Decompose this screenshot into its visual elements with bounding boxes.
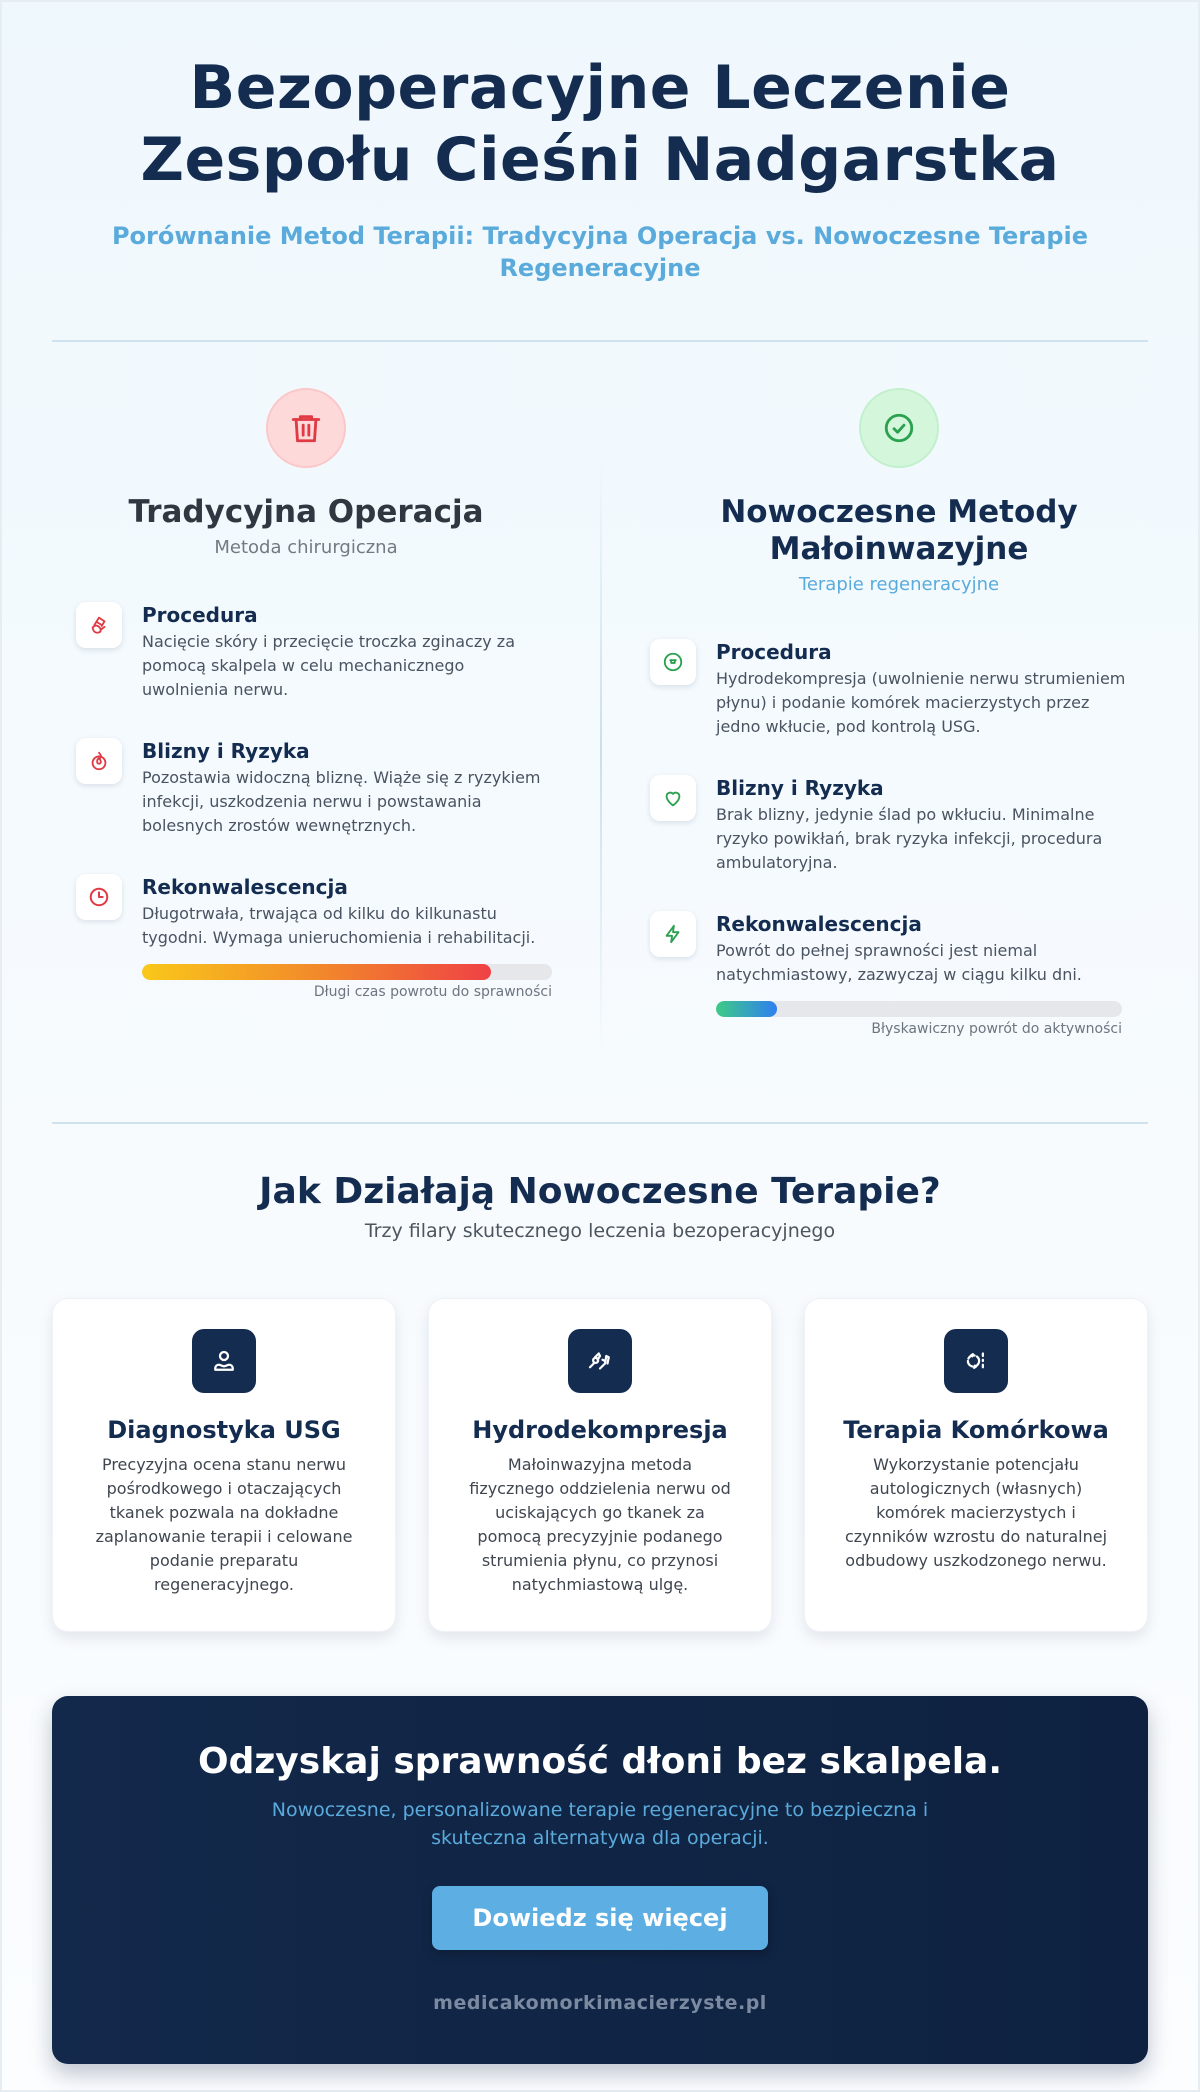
- traditional-subtitle: Metoda chirurgiczna: [214, 537, 398, 558]
- item-text: Długotrwała, trwająca od kilku do kilkunastu tygodni. Wymaga unieruchomienia i rehabilitacji.: [142, 904, 536, 947]
- card-title: Diagnostyka USG: [107, 1416, 341, 1444]
- item-title: Blizny i Ryzyka: [142, 739, 310, 763]
- card-hydrodekompresja: [428, 1298, 772, 1632]
- traditional-title: Tradycyjna Operacja: [128, 494, 484, 530]
- progress-caption: Błyskawiczny powrót do aktywności: [871, 1021, 1122, 1037]
- item-title: Procedura: [142, 603, 258, 627]
- item-text: Pozostawia widoczną bliznę. Wiąże się z ryzykiem infekcji, uszkodzenia nerwu i powstawania bolesnych zrostów wewnętrznych.: [142, 768, 541, 835]
- modern-title-line1: Nowoczesne Metody: [720, 494, 1078, 530]
- website-url[interactable]: medicakomorkimacierzyste.pl: [433, 1992, 767, 2014]
- scalpel-hand-icon: [76, 602, 122, 648]
- progress-caption: Długi czas powrotu do sprawności: [313, 984, 552, 1000]
- cta-title: Odzyskaj sprawność dłoni bez skalpela.: [197, 1741, 1003, 1782]
- modern-title: [650, 494, 1148, 568]
- cta-subtitle: Nowoczesne, personalizowane terapie regeneracyjne to bezpieczna i skuteczna alternatywa dla operacji.: [271, 1799, 929, 1849]
- item-text: Nacięcie skóry i przecięcie troczka zginaczy za pomocą skalpela w celu mechanicznego uwolnienia nerwu.: [142, 632, 516, 699]
- syringe-icon: [650, 639, 696, 685]
- item-text: Brak blizny, jedynie ślad po wkłuciu. Minimalne ryzyko powikłań, brak ryzyka infekcji, procedura ambulatoryjna.: [716, 805, 1103, 872]
- cell-regeneration-icon: [944, 1329, 1008, 1393]
- card-text: Wykorzystanie potencjału autologicznych (własnych) komórek macierzystych i czynników wzrostu do naturalnej odbudowy uszkodzonego nerwu.: [844, 1455, 1108, 1570]
- flame-icon: [76, 738, 122, 784]
- list-item: [52, 602, 560, 702]
- modern-column: [600, 388, 1148, 1122]
- ultrasound-person-icon: [192, 1329, 256, 1393]
- card-text: Małoinwazyjna metoda fizycznego oddzielenia nerwu od uciskających go tkanek za pomocą precyzyjnie podanego strumienia płynu, co przynosi natychmiastową ulgę.: [469, 1455, 731, 1594]
- card-diagnostyka-usg: [52, 1298, 396, 1632]
- modern-subtitle: Terapie regeneracyjne: [798, 574, 1000, 595]
- page-title-line1: Bezoperacyjne Leczenie: [189, 53, 1011, 123]
- bolt-icon: [650, 911, 696, 957]
- check-circle-icon: [859, 388, 939, 468]
- card-text: Precyzyjna ocena stanu nerwu pośrodkowego i otaczających tkanek pozwala na dokładne zaplanowanie terapii i celowane podanie preparatu regeneracyjnego.: [95, 1455, 353, 1594]
- card-terapia-komorkowa: [804, 1298, 1148, 1632]
- card-title: Terapia Komórkowa: [843, 1416, 1109, 1444]
- item-title: Rekonwalescencja: [142, 875, 348, 899]
- learn-more-button[interactable]: Dowiedz się więcej: [432, 1886, 768, 1950]
- call-to-action: [52, 1696, 1148, 2064]
- hand-fluid-icon: [568, 1329, 632, 1393]
- modern-title-line2: Małoinwazyjne: [769, 531, 1029, 567]
- page-subtitle: Porównanie Metod Terapii: Tradycyjna Operacja vs. Nowoczesne Terapie Regeneracyjne: [111, 222, 1089, 282]
- list-item: [52, 738, 560, 838]
- comparison-section: [52, 342, 1148, 1122]
- modern-header: [650, 388, 1148, 595]
- item-title: Blizny i Ryzyka: [716, 776, 884, 800]
- clock-icon: [76, 874, 122, 920]
- modern-items: [650, 639, 1148, 1037]
- item-title: Rekonwalescencja: [716, 912, 922, 936]
- recovery-progress-fill: [142, 964, 491, 980]
- list-item: [650, 911, 1148, 1037]
- traditional-items: [52, 602, 560, 1000]
- list-item: [650, 775, 1148, 875]
- page-title: [52, 52, 1148, 196]
- traditional-column: [52, 388, 600, 1122]
- trash-icon: [266, 388, 346, 468]
- item-title: Procedura: [716, 640, 832, 664]
- how-subtitle: Trzy filary skutecznego leczenia bezoperacyjnego: [364, 1220, 836, 1242]
- recovery-progress-fill: [716, 1001, 777, 1017]
- recovery-progress-bar: [142, 964, 552, 980]
- how-it-works-section: [52, 1124, 1148, 1632]
- page-title-line2: Zespołu Cieśni Nadgarstka: [140, 125, 1060, 195]
- card-title: Hydrodekompresja: [472, 1416, 728, 1444]
- recovery-progress-bar: [716, 1001, 1122, 1017]
- list-item: [52, 874, 560, 1000]
- list-item: [650, 639, 1148, 739]
- pillar-cards: [52, 1298, 1148, 1632]
- heart-icon: [650, 775, 696, 821]
- traditional-header: [52, 388, 560, 558]
- hero-header: [52, 2, 1148, 284]
- item-text: Powrót do pełnej sprawności jest niemal natychmiastowy, zazwyczaj w ciągu kilku dni.: [716, 941, 1082, 984]
- item-text: Hydrodekompresja (uwolnienie nerwu strumieniem płynu) i podanie komórek macierzystych przez jedno wkłucie, pod kontrolą USG.: [716, 669, 1126, 736]
- how-title: Jak Działają Nowoczesne Terapie?: [259, 1171, 941, 1212]
